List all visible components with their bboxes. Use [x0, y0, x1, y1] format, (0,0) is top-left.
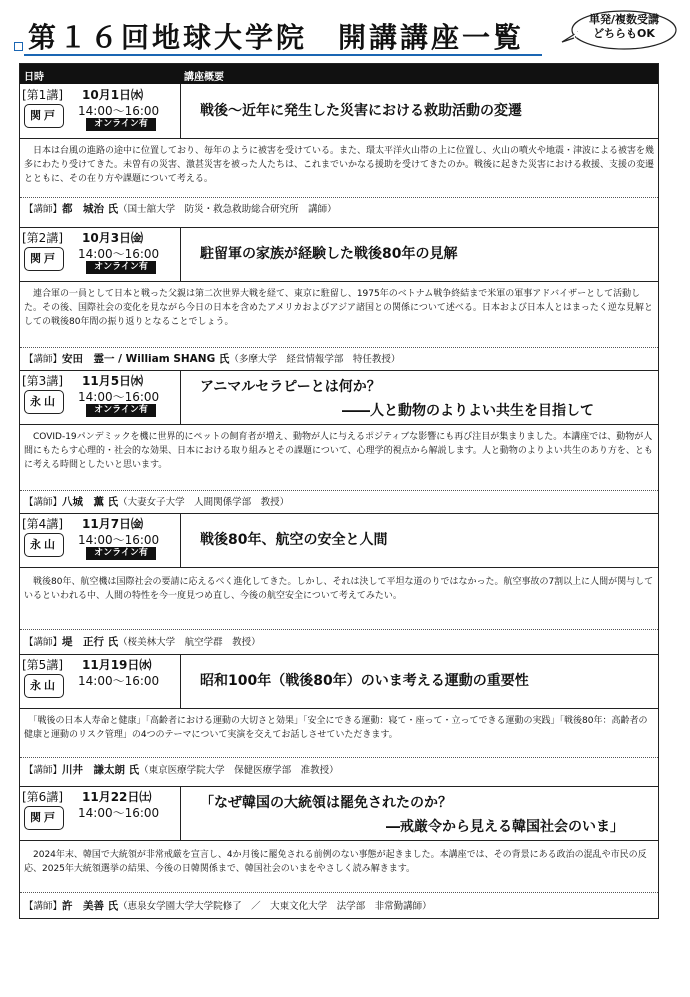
- lecture-date: 11月19日㈬: [82, 658, 152, 672]
- dotted-divider: [20, 197, 658, 198]
- lecture-description: 連合軍の一員として日本と戦った父親は第二次世界大戦を経て、東京に駐留し、1975年のベトナム戦争終結まで米軍の軍事アドバイザーとして活動した。その後、国際社会の変化を見ながら今日の日本を含めたアメリカおよびアジア諸国との関係について述べる。日本および日本人とはまったく逆な見解としての戦後80年間の振り返りとなることでしょう。: [24, 289, 653, 327]
- bubble-line-1: 単発/複数受講: [588, 13, 660, 26]
- lecture-date: 10月3日㈮: [82, 231, 144, 245]
- lecturer-affiliation: （東京医療学院大学 保健医療学部 准教授）: [139, 765, 339, 776]
- lecture-description: 「戦後の日本人寿命と健康」「高齢者における運動の大切さと効果」「安全にできる運動：寝て・座って・立ってできる運動の実践」「戦後80年：高齢者の健康と運動のリスク管理」の4つのテーマについて実演を交えてお話しさせていただきます。: [24, 716, 648, 740]
- lecturer-name: 八城 薫 氏: [62, 496, 119, 508]
- location-badge: 関戸: [24, 104, 64, 128]
- online-badge: オンライン有: [86, 547, 156, 560]
- dotted-divider: [20, 490, 658, 491]
- lecturer-line: [24, 201, 337, 216]
- lecturer-line: [24, 351, 400, 366]
- lecture-3-schedule: [20, 370, 181, 424]
- lecture-title: 昭和100年（戦後80年）のいま考える運動の重要性: [200, 673, 529, 689]
- lecturer-name: 都 城治 氏: [62, 203, 119, 215]
- lecture-number: [第6講]: [22, 790, 63, 804]
- lecturer-line: [24, 898, 432, 913]
- lecture-3-header: [20, 370, 658, 425]
- lecture-time: 14:00〜16:00: [78, 806, 160, 820]
- speech-bubble: [560, 8, 680, 48]
- lecture-5-schedule: [20, 654, 181, 708]
- lecture-date: 11月5日㈬: [82, 374, 144, 388]
- lecture-number: [第2講]: [22, 231, 63, 245]
- lecturer-affiliation: （恵泉女学園大学大学院修了 ／ 大東文化大学 法学部 非常勤講師）: [118, 901, 432, 912]
- lecture-1-header: [20, 84, 658, 139]
- lecture-date: 11月22日㈯: [82, 790, 152, 804]
- lecture-table: [19, 63, 659, 919]
- lecturer-prefix: 【講師】: [24, 204, 63, 215]
- online-badge: オンライン有: [86, 118, 156, 131]
- lecturer-affiliation: （国士舘大学 防災・救急救助総合研究所 講師）: [118, 204, 337, 215]
- lecture-title: 戦後80年、航空の安全と人間: [200, 532, 388, 548]
- lecture-6-header: [20, 786, 658, 841]
- lecturer-prefix: 【講師】: [24, 637, 63, 648]
- lecture-2-header: [20, 227, 658, 282]
- lecture-title: 駐留軍の家族が経験した戦後80年の見解: [200, 246, 458, 262]
- lecturer-name: 川井 謙太朗 氏: [62, 764, 140, 776]
- table-header: [20, 64, 658, 84]
- page-title: 第１６回地球大学院 開講講座一覧: [28, 21, 525, 54]
- lecture-5-header: [20, 654, 658, 709]
- lecturer-name: 堤 正行 氏: [62, 636, 119, 648]
- lecture-number: [第5講]: [22, 658, 63, 672]
- lecturer-affiliation: （多摩大学 経営情報学部 特任教授）: [229, 354, 401, 365]
- lecture-time: 14:00〜16:00: [78, 104, 160, 118]
- lecture-3: [20, 370, 658, 512]
- lecture-number: [第4講]: [22, 517, 63, 531]
- lecture-6: [20, 786, 658, 918]
- lecture-2: [20, 227, 658, 367]
- location-badge: 関戸: [24, 247, 64, 271]
- header-date: 日時: [24, 72, 44, 83]
- lecture-5: [20, 654, 658, 784]
- lecture-4-schedule: [20, 513, 181, 567]
- lecture-time: 14:00〜16:00: [78, 390, 160, 404]
- dotted-divider: [20, 347, 658, 348]
- lecture-description: 日本は台風の進路の途中に位置しており、毎年のように被害を受けている。また、環太平洋火山帯の上に位置し、火山の噴火や地震・津波による被害を幾多にわたり受けてきた。未曽有の災害、激甚災害を被った人たちは、これまでいかなる援助を受けてきたのか。戦後に起きた災害における救援、支援の変遷とともに、その在り方や課題について考える。: [24, 146, 655, 184]
- lecture-1: [20, 84, 658, 214]
- lecture-date: 10月1日㈬: [82, 88, 144, 102]
- location-badge: 永山: [24, 674, 64, 698]
- bubble-line-2: どちらもOK: [593, 27, 655, 40]
- lecture-number: [第3講]: [22, 374, 63, 388]
- lecturer-name: 安田 霊一 / William SHANG 氏: [62, 353, 230, 365]
- square-icon: [14, 42, 23, 51]
- lecture-description: 2024年末、韓国で大統領が非常戒厳を宣言し、4か月後に罷免される前例のない事態が起きました。本講座では、その背景にある政治の混乱や市民の反応、2025年大統領選挙の結果、今後の日韓関係まで、韓国社会のいまをやさしく読み解きます。: [24, 850, 647, 874]
- location-badge: 永山: [24, 533, 64, 557]
- page-header: [12, 8, 680, 60]
- location-badge: 永山: [24, 390, 64, 414]
- lecture-time: 14:00〜16:00: [78, 674, 160, 688]
- lecturer-prefix: 【講師】: [24, 354, 63, 365]
- header-summary: 講座概要: [184, 72, 224, 83]
- lecturer-prefix: 【講師】: [24, 765, 63, 776]
- lecturer-name: 許 美善 氏: [62, 900, 119, 912]
- online-badge: オンライン有: [86, 261, 156, 274]
- lecture-number: [第1講]: [22, 88, 63, 102]
- dotted-divider: [20, 757, 658, 758]
- lecture-title: 戦後〜近年に発生した災害における救助活動の変遷: [200, 103, 522, 119]
- lecture-time: 14:00〜16:00: [78, 533, 160, 547]
- lecture-date: 11月7日㈮: [82, 517, 144, 531]
- lecturer-line: [24, 762, 339, 777]
- bubble-text: [574, 13, 674, 41]
- lecturer-affiliation: （桜美林大学 航空学群 教授）: [118, 637, 261, 648]
- lecture-4-header: [20, 513, 658, 568]
- lecture-1-schedule: [20, 84, 181, 138]
- lecture-6-schedule: [20, 786, 181, 840]
- lecture-subtitle: ――人と動物のよりよい共生を目指して: [342, 403, 594, 419]
- lecture-title: アニマルセラピーとは何か？: [200, 379, 381, 395]
- lecture-subtitle: ―戒厳令から見える韓国社会のいま」: [386, 819, 624, 835]
- lecture-4: [20, 513, 658, 653]
- lecture-time: 14:00〜16:00: [78, 247, 160, 261]
- lecturer-line: [24, 634, 261, 649]
- lecturer-affiliation: （大妻女子大学 人間関係学部 教授）: [118, 497, 290, 508]
- lecturer-prefix: 【講師】: [24, 901, 63, 912]
- dotted-divider: [20, 892, 658, 893]
- lecture-description: COVID-19パンデミックを機に世界的にペットの飼育者が増え、動物が人に与えるポジティブな影響にも再び注目が集まりました。本講座では、動物が人間にもたらす心理的・社会的な効果、日本における取り組みとその課題について、心理学的視点から解説します。人と動物のよりよい共生のあり方を、ともに考える時間としたいと思います。: [24, 432, 653, 470]
- lecturer-line: [24, 494, 289, 509]
- title-underline: [24, 54, 542, 56]
- online-badge: オンライン有: [86, 404, 156, 417]
- dotted-divider: [20, 629, 658, 630]
- lecture-description: 戦後80年、航空機は国際社会の要請に応えるべく進化してきた。しかし、それは決して平坦な道のりではなかった。航空事故の7割以上に人間が関与しているといわれる中、人間の特性を今一度見つめ直し、今後の航空安全について考えてみたい。: [24, 577, 654, 601]
- lecture-title: 「なぜ韓国の大統領は罷免されたのか？: [200, 795, 452, 811]
- lecture-2-schedule: [20, 227, 181, 281]
- location-badge: 関戸: [24, 806, 64, 830]
- lecturer-prefix: 【講師】: [24, 497, 63, 508]
